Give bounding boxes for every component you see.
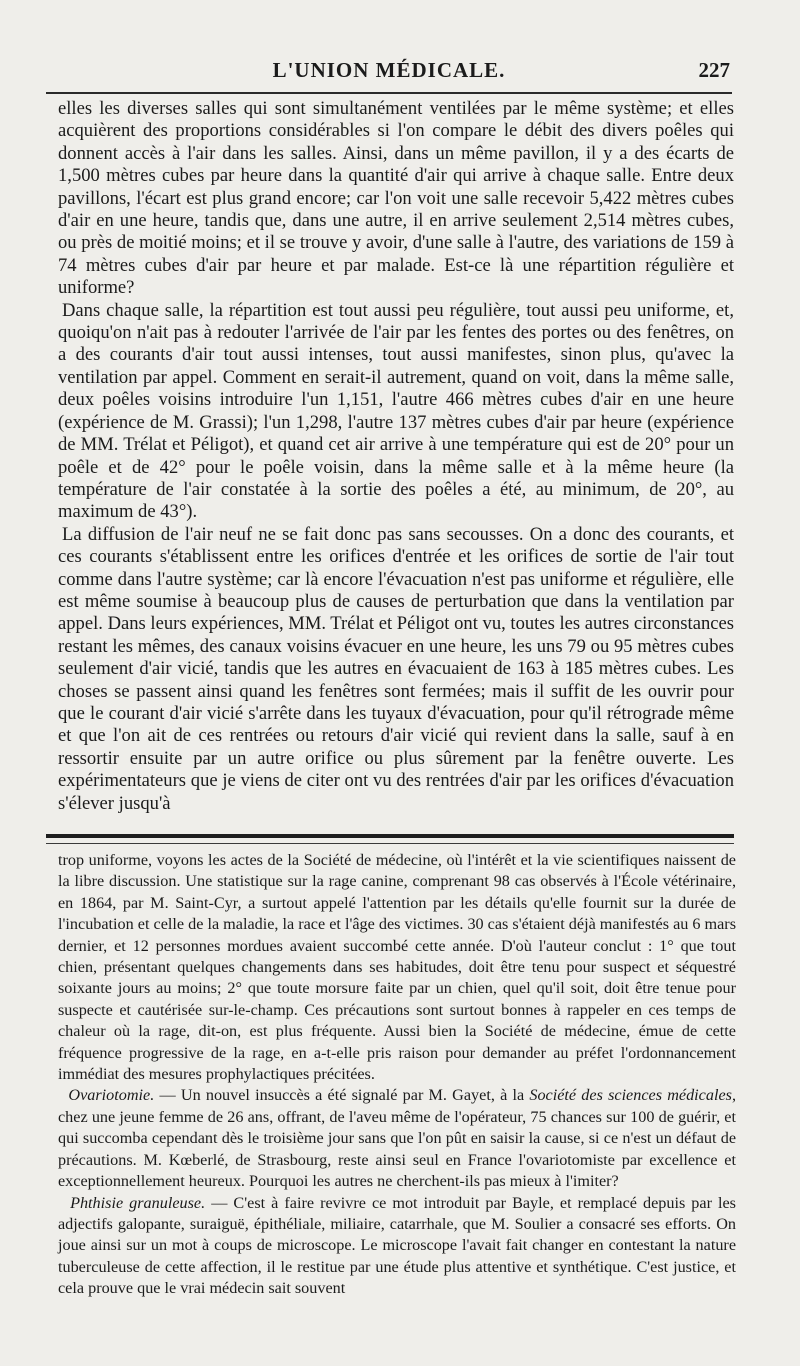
feuilleton-paragraph-1: trop uniforme, voyons les actes de la Société de médecine, où l'intérêt et la vie scientifiques naissent de la libre discussion. Une statistique sur la rage canine, comprenant 98 cas observés à l'École vétérinaire, en 1864, par M. Saint-Cyr, a surtout appelé l'attention par les détails qu'elle fournit sur la durée de l'incubation et celle de la maladie, la race et l'âge des victimes. 30 cas s'étaient déjà manifestés au 6 mars dernier, et 12 personnes mordues avaient succombé cette année. D'où l'auteur conclut : 1° que tout chien, présentant quelques changements dans ses habitudes, doit être tenu pour suspect et séquestré soixante jours au moins; 2° que toute morsure faite par un chien, quel qu'il soit, doit être tenue pour suspecte et cautérisée sur-le-champ. Ces précautions sont surtout bonnes à rappeler en ces temps de chaleur où la rage, dit-on, est plus fréquente. Aussi bien la Société de médecine, émue de cette fréquence progressive de la rage, en a-t-elle pris raison pour demander au préfet l'ordonnancement immédiat des mesures prophylactiques précitées. [58, 851, 737, 1084]
society-name: Société des sciences médicales [529, 1086, 732, 1105]
ovariotomie-text-a: — Un nouvel insuccès a été signalé par M. Gayet, à la [154, 1086, 530, 1105]
feuilleton-divider-thin [46, 843, 734, 844]
phthisie-text: — C'est à faire revivre ce mot introduit par Bayle, et remplacé depuis par les adjectifs galopante, suraiguë, épithéliale, miliaire, catarrhale, que M. Soulier a consacré ses efforts. On joue ainsi sur un mot à coups de microscope. Le microscope l'avait fait changer en contestant la nature tuberculeuse de cette affection, il le restitue par une étude plus attentive et synthétique. C'est justice, et cela prouve que le vrai médecin sait souvent [58, 1193, 736, 1298]
feuilleton-paragraph-phthisie [58, 1193, 736, 1300]
feuilleton-divider-thick [46, 834, 734, 838]
journal-title: L'UNION MÉDICALE. [272, 58, 506, 82]
ovariotomie-heading: Ovariotomie. [68, 1086, 155, 1105]
ovariotomie-text-b: , chez une jeune femme de 26 ans, offrant, de l'aveu même de l'opérateur, 75 chances sur 100 de guérir, et qui succomba cependant dès le troisième jour sans que l'on pût en saisir la cause, si ce n'est un défaut de précautions. M. Kœberlé, de Strasbourg, reste ainsi seul en France l'ovariotomiste par excellence et exceptionnellement heureux. Pourquoi les autres ne cherchent-ils pas mieux à l'imiter? [58, 1086, 736, 1191]
article-paragraph-3: La diffusion de l'air neuf ne se fait donc pas sans secousses. On a donc des courants, et ces courants s'établissent entre les orifices d'entrée et les orifices de sortie de l'air tout comme dans l'autre système; car là encore l'évacuation n'est pas uniforme et régulière, elle est même soumise à beaucoup plus de causes de perturbation que dans la ventilation par appel. Dans leurs expériences, MM. Trélat et Péligot ont vu, toutes les autres circonstances restant les mêmes, des canaux voisins évacuer en une heure, les uns 79 ou 95 mètres cubes seulement d'air vicié, tandis que les autres en évacuaient de 163 à 185 mètres cubes. Les choses se passent ainsi quand les fenêtres sont fermées; mais il suffit de les ouvrir pour que le courant d'air vicié s'arrête dans les tuyaux d'évacuation, pour qu'il rétrograde même et que l'on ait de ces rentrées ou retours d'air vicié qui revient dans la salle, sauf à en ressortir ensuite par un autre orifice ou plus sûrement par la fenêtre ouverte. Les expérimentateurs que je viens de citer ont vu des rentrées d'air par les orifices d'évacuation s'élever jusqu'à [58, 523, 734, 814]
page-number: 227 [698, 58, 730, 82]
article-paragraph-1: elles les diverses salles qui sont simultanément ventilées par le même système; et elles acquièrent des proportions considérables si l'on compare le débit des divers poêles qui donnent accès à l'air dans les salles. Ainsi, dans un même pavillon, il y a des écarts de 1,500 mètres cubes par heure dans la quantité d'air qui arrive à chaque salle. Entre deux pavillons, l'écart est plus grand encore; car l'on voit une salle recevoir 5,422 mètres cubes d'air en une heure, tandis que, dans une autre, il en arrive seulement 2,514 mètres cubes, ou près de moitié moins; et il se trouve y avoir, d'une salle à l'autre, des variations de 159 à 74 mètres cubes d'air par heure et par malade. Est-ce là une répartition régulière et uniforme? [58, 98, 734, 299]
main-article-text [58, 98, 734, 815]
feuilleton-text [58, 850, 736, 1300]
header-rule [46, 92, 732, 94]
article-paragraph-2: Dans chaque salle, la répartition est tout aussi peu régulière, tout aussi peu uniforme, et, quoiqu'on n'ait pas à redouter l'arrivée de l'air par les fentes des portes ou des fenêtres, on a des courants d'air tout aussi intenses, tout aussi manifestes, sinon plus, qu'avec la ventilation par appel. Comment en serait-il autrement, quand on voit, dans la même salle, deux poêles voisins introduire l'un 1,151, l'autre 466 mètres cubes d'air en une heure (expérience de M. Grassi); l'un 1,298, l'autre 137 mètres cubes d'air par heure (expérience de MM. Trélat et Péligot), et quand cet air arrive à une température qui est de 20° pour un poêle et de 42° pour le poêle voisin, dans la même salle et à la même heure (la température de l'air constatée à la sortie des poêles a été, au minimum, de 20°, au maximum de 43°). [58, 299, 734, 523]
phthisie-heading: Phthisie granuleuse. [70, 1193, 206, 1212]
running-head [46, 56, 732, 88]
feuilleton-paragraph-ovariotomie [58, 1085, 736, 1192]
